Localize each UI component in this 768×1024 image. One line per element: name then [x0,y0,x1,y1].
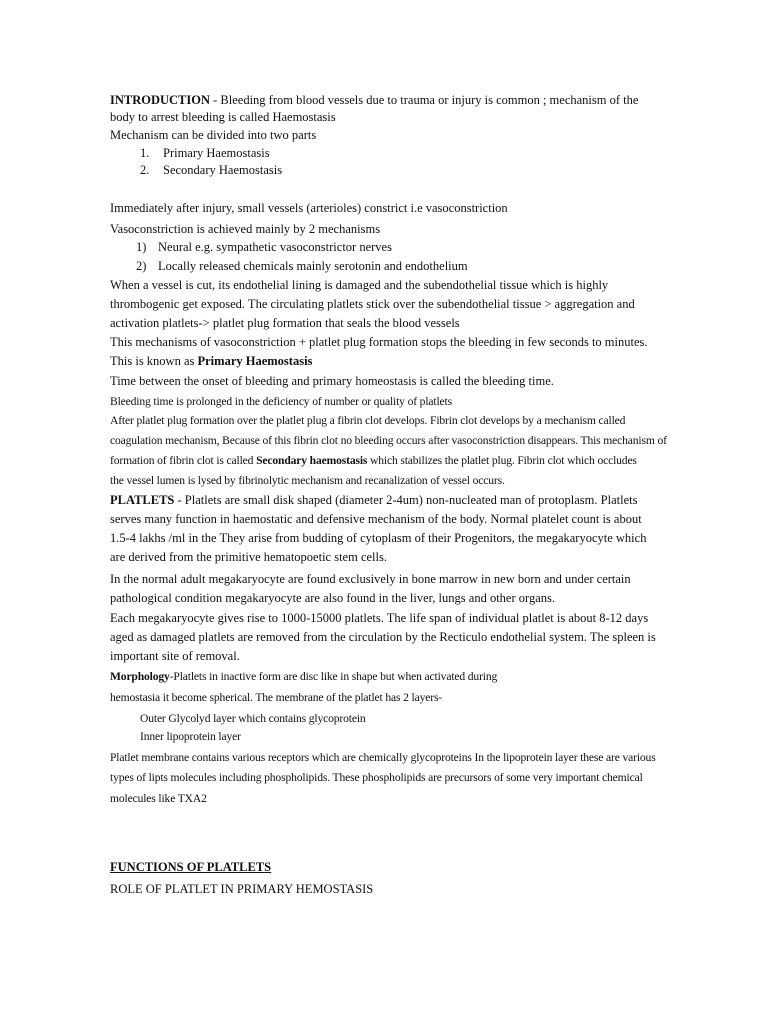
paragraph-line: pathological condition megakaryocyte are also found in the liver, lungs and other organs. [110,591,555,605]
paragraph-line: serves many function in haemostatic and defensive mechanism of the body. Normal platelet count is about [110,512,642,526]
layer-item-inner: Inner lipoprotein layer [140,730,241,743]
paragraph-line [110,452,637,470]
paragraph-line: activation platlets-> platlet plug formation that seals the blood vessels [110,316,460,330]
list-item-neural: Neural e.g. sympathetic vasoconstrictor nerves [158,240,392,254]
morphology-text: -Platlets in inactive form are disc like in shape but when activated during [169,670,498,683]
primary-haemostasis-term: Primary Haemostasis [197,354,313,368]
secondary-haemostasis-term: Secondary haemostasis [256,454,368,467]
list-item-number: 1. [140,146,150,160]
list-item-chemicals: Locally released chemicals mainly serotonin and endothelium [158,259,468,273]
paragraph-line: This mechanisms of vasoconstriction + platlet plug formation stops the bleeding in few seconds to minutes. [110,335,648,349]
list-item-secondary: Secondary Haemostasis [163,163,283,177]
role-subheading: ROLE OF PLATLET IN PRIMARY HEMOSTASIS [110,882,374,896]
known-as-text: This is known as [110,354,198,368]
vaso-line-1: Immediately after injury, small vessels (arterioles) constrict i.e vasoconstriction [110,201,508,215]
platlets-text: - Platlets are small disk shaped (diameter 2-4um) non-nucleated man of protoplasm. Platlets [174,493,638,507]
functions-heading: FUNCTIONS OF PLATLETS [110,860,272,874]
paragraph-line: aged as damaged platlets are removed from the circulation by the Recticulo endothelial system. The spleen is [110,630,656,644]
list-item-number: 2. [140,163,150,177]
paragraph-line: Platlet membrane contains various receptors which are chemically glycoproteins In the lipoprotein layer these are various [110,751,656,764]
paragraph-line: In the normal adult megakaryocyte are found exclusively in bone marrow in new born and under certain [110,572,631,586]
paragraph-line: the vessel lumen is lysed by fibrinolytic mechanism and recanalization of vessel occurs. [110,474,505,487]
paragraph-line: important site of removal. [110,649,240,663]
intro-line-2: body to arrest bleeding is called Haemostasis [110,110,336,124]
paragraph-line: After platlet plug formation over the platlet plug a fibrin clot develops. Fibrin clot develops by a mechanism called [110,414,626,427]
known-as-line [110,352,312,370]
paragraph-line: 1.5-4 lakhs /ml in the They arise from budding of cytoplasm of their Progenitors, the megakaryocyte which [110,531,647,545]
platlets-label: PLATLETS [110,493,175,507]
coag-text-c: which stabilizes the platlet plug. Fibrin clot which occludes [367,454,637,467]
mechanism-line: Mechanism can be divided into two parts [110,128,317,142]
paragraph-line: When a vessel is cut, its endothelial lining is damaged and the subendothelial tissue which is highly [110,278,609,292]
paragraph-line: Each megakaryocyte gives rise to 1000-15000 platlets. The life span of individual platlet is about 8-12 days [110,611,649,625]
intro-label: INTRODUCTION [110,93,211,107]
intro-line-1 [110,91,638,109]
paragraph-line: are derived from the primitive hematopoetic stem cells. [110,550,387,564]
paragraph-line: thrombogenic get exposed. The circulating platlets stick over the subendothelial tissue > aggregation and [110,297,635,311]
bleeding-time-line: Time between the onset of bleeding and primary homeostasis is called the bleeding time. [110,374,554,388]
intro-text-1: - Bleeding from blood vessels due to trauma or injury is common ; mechanism of the [210,93,639,107]
coag-text-a: formation of fibrin clot is called [110,454,257,467]
paragraph-line: coagulation mechanism, Because of this fibrin clot no bleeding occurs after vasoconstriction disappears. This mechanism of [110,434,667,447]
paragraph-line: molecules like TXA2 [110,792,207,805]
morphology-label: Morphology [110,670,170,683]
layer-item-outer: Outer Glycolyd layer which contains glycoprotein [140,712,366,725]
list-item-number: 1) [136,240,147,254]
platlets-line-1 [110,491,637,509]
paragraph-line: Bleeding time is prolonged in the deficiency of number or quality of platlets [110,395,452,408]
paragraph-line: hemostasia it become spherical. The membrane of the platlet has 2 layers- [110,691,443,704]
list-item-primary: Primary Haemostasis [163,146,270,160]
vaso-line-2: Vasoconstriction is achieved mainly by 2 mechanisms [110,222,381,236]
morphology-line-1 [110,668,497,686]
list-item-number: 2) [136,259,147,273]
paragraph-line: types of lipts molecules including phospholipids. These phospholipids are precursors of some very important chemical [110,771,643,784]
